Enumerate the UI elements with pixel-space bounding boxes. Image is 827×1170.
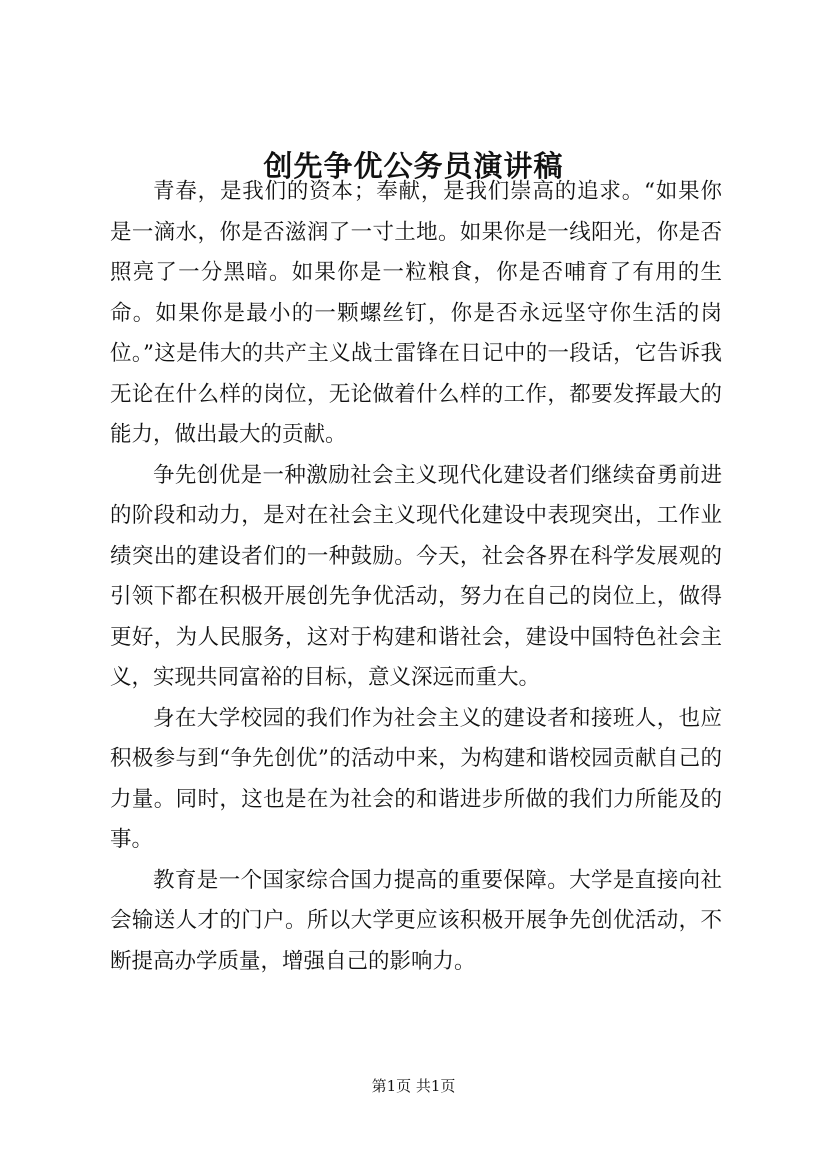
paragraph-2: 争先创优是一种激励社会主义现代化建设者们继续奋勇前进的阶段和动力，是对在社会主义现代化建设中表现突出，工作业绩突出的建设者们的一种鼓励。今天，社会各界在科学发展观的引领下都在积极开展创先争优活动，努力在自己的岗位上，做得更好，为人民服务，这对于构建和谐社会，建设中国特色社会主义，实现共同富裕的目标，意义深远而重大。 (110, 462, 722, 690)
document-title: 创先争优公务员演讲稿 (263, 149, 564, 183)
page-footer: 第1页 共1页 (371, 1077, 456, 1095)
paragraph-4: 教育是一个国家综合国力提高的重要保障。大学是直接向社会输送人才的门户。所以大学更应该积极开展争先创优活动，不断提高办学质量，增强自己的影响力。 (110, 867, 722, 974)
paragraph-1: 青春，是我们的资本；奉献，是我们崇高的追求。“如果你是一滴水，你是否滋润了一寸土地。如果你是一线阳光，你是否照亮了一分黑暗。如果你是一粒粮食，你是否哺育了有用的生命。如果你是最小的一颗螺丝钉，你是否永远坚守你生活的岗位。”这是伟大的共产主义战士雷锋在日记中的一段话，它告诉我无论在什么样的岗位，无论做着什么样的工作，都要发挥最大的能力，做出最大的贡献。 (110, 179, 722, 447)
document-body (110, 172, 722, 982)
paragraph-3: 身在大学校园的我们作为社会主义的建设者和接班人，也应积极参与到“争先创优”的活动中来，为构建和谐校园贡献自己的力量。同时，这也是在为社会的和谐进步所做的我们力所能及的事。 (110, 705, 722, 852)
